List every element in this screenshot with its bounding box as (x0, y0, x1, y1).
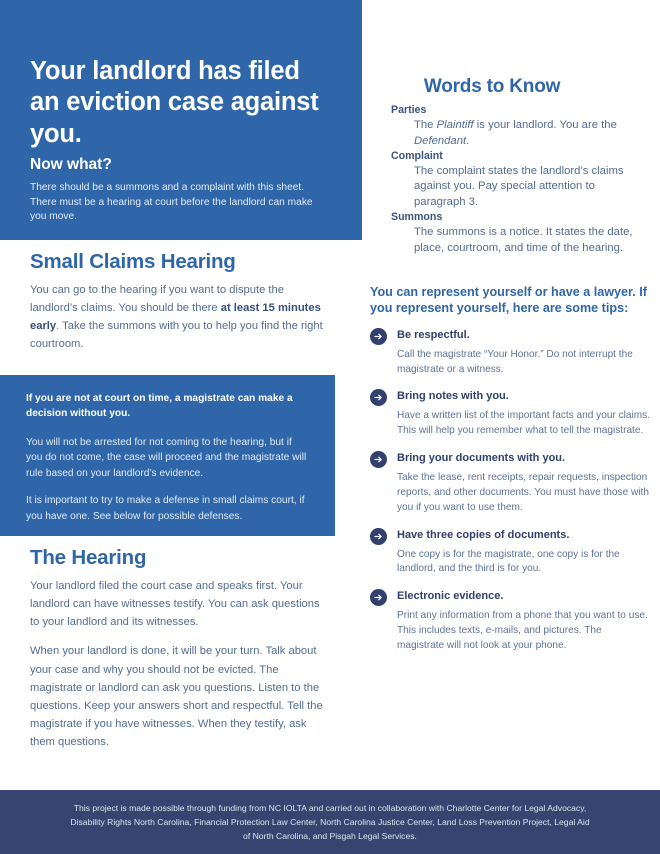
warning-callout-box (0, 375, 335, 536)
small-claims-heading: Small Claims Hearing (30, 250, 236, 273)
page-title: Your landlord has filed an eviction case against you. (30, 57, 319, 148)
tip-title: Bring notes with you. (397, 390, 509, 403)
small-claims-section (0, 250, 360, 354)
glossary-def-italic-defendant: Defendant (414, 134, 467, 147)
header-side-strip (355, 0, 362, 240)
glossary-definition: The summons is a notice. It states the date, place, courtroom, and time of the hearing. (414, 225, 633, 254)
tip-body: Call the magistrate “Your Honor.” Do not interrupt the magistrate or a witness. (397, 348, 633, 375)
callout-lead-text: If you are not at court on time, a magistrate can make a decision without you. (26, 393, 293, 420)
tip-title: Be respectful. (397, 328, 470, 341)
the-hearing-paragraph-2: When your landlord is done, it will be your turn. Talk about your case and why you should not be evicted. The magistrate or landlord can ask you questions. Listen to the questions. Keep your answers short and respectful. Tell the magistrate if you have witnesses. When they testify, ask them questions. (30, 645, 323, 749)
glossary-list (362, 104, 660, 257)
glossary-term: Complaint (391, 149, 443, 162)
tip-title: Electronic evidence. (397, 590, 504, 603)
list-item (370, 588, 650, 606)
tip-title: Have three copies of documents. (397, 528, 570, 541)
glossary-term: Parties (391, 104, 427, 116)
arrow-right-circle-icon (370, 589, 387, 606)
small-claims-paragraph (30, 281, 330, 354)
arrow-right-circle-icon (370, 389, 387, 406)
glossary-def-prefix: The (414, 118, 437, 131)
tip-body: Take the lease, rent receipts, repair requests, inspection reports, and other documents. You must have those with you if you want to use them. (397, 472, 649, 513)
list-item (370, 327, 650, 345)
glossary-def-middle: is your landlord. You are the (473, 118, 617, 131)
small-claims-text-part1: You can go to the hearing if you want to dispute the landlord’s claims. You should be there (30, 284, 284, 315)
list-item (370, 527, 650, 545)
arrow-right-circle-icon (370, 451, 387, 468)
words-to-know-heading: Words to Know (423, 76, 561, 97)
callout-paragraph-1: You will not be arrested for not coming to the hearing, but if you do not come, the case will proceed and the magistrate will rule based on your landlord’s evidence. (26, 436, 307, 479)
callout-paragraph-2: It is important to try to make a defense in small claims court, if you have one. See below for possible defenses. (26, 495, 305, 522)
the-hearing-section (0, 536, 360, 762)
the-hearing-content (0, 546, 360, 751)
header-content (30, 56, 330, 225)
page-subtitle: Now what? (30, 156, 112, 174)
tip-body: One copy is for the magistrate, one copy is for the landlord, and the third is for you. (397, 548, 620, 575)
glossary-def-suffix: . (466, 134, 470, 147)
left-column (0, 240, 360, 365)
footer-banner (0, 790, 660, 854)
arrow-right-circle-icon (370, 328, 387, 345)
glossary-definition: The complaint states the landlord’s claims against you. Pay special attention to paragraph 3. (414, 164, 624, 209)
header-body-text: There should be a summons and a complaint with this sheet. There must be a hearing at court before the landlord can make you move. (30, 182, 313, 223)
list-item (370, 450, 650, 468)
footer-credits-text: This project is made possible through funding from NC IOLTA and carried out in collaboration with Charlotte Center for Legal Advocacy, Disability Rights North Carolina, Financial Protection Law Center, North Carolina Justice Center, Land Loss Prevention Project, Legal Aid of North Carolina, and Pisgah Legal Services. (70, 802, 590, 842)
list-item (370, 388, 650, 406)
right-column (362, 0, 660, 790)
tip-title: Bring your documents with you. (397, 452, 566, 465)
the-hearing-heading: The Hearing (30, 546, 147, 569)
glossary-def-italic-plaintiff: Plaintiff (436, 118, 474, 131)
small-claims-emphasis: at least 15 minutes early (30, 302, 321, 333)
tip-body: Print any information from a phone that you want to use. This includes texts, e-mails, and pictures. The magistrate will not look at your phone. (397, 610, 648, 651)
tip-body: Have a written list of the important facts and your claims. This will help you remember what to tell the magistrate. (397, 410, 651, 437)
the-hearing-paragraph-1: Your landlord filed the court case and speaks first. Your landlord can have witnesses testify. You can ask questions to your landlord and its witnesses. (30, 580, 320, 629)
glossary-term: Summons (391, 211, 443, 223)
tips-section-heading: You can represent yourself or have a lawyer. If you represent yourself, here are some tips: (370, 284, 647, 316)
tips-list (362, 327, 660, 654)
small-claims-text-part2: . Take the summons with you to help you find the right courtroom. (30, 320, 323, 351)
arrow-right-circle-icon (370, 528, 387, 545)
header-banner (0, 0, 360, 240)
glossary-definition (414, 118, 646, 150)
